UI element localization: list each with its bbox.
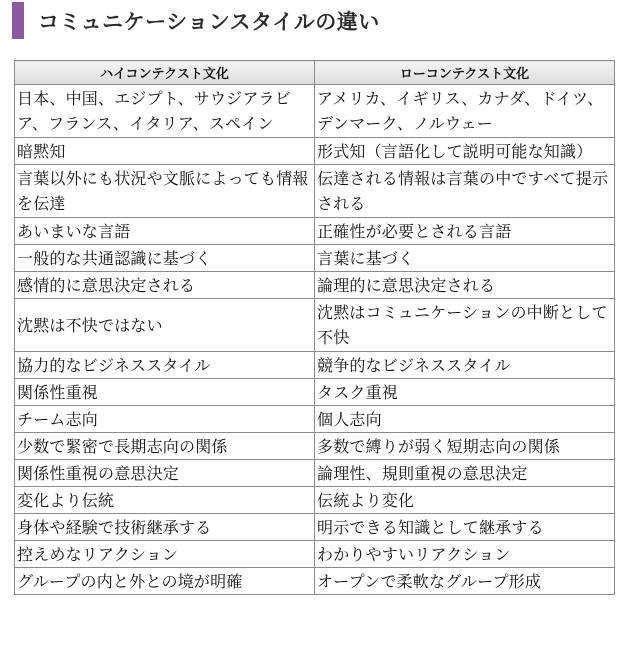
heading-title: コミュニケーションスタイルの違い <box>38 9 380 34</box>
high-context-cell: 沈黙は不快ではない <box>15 299 315 352</box>
table-row <box>15 299 615 352</box>
table-row <box>15 272 615 299</box>
table-header-row <box>15 61 615 85</box>
low-context-cell: タスク重視 <box>315 379 615 406</box>
table-row <box>15 165 615 218</box>
high-context-cell: 協力的なビジネススタイル <box>15 352 315 379</box>
low-context-cell: 沈黙はコミュニケーションの中断として不快 <box>315 299 615 352</box>
table-row <box>15 487 615 514</box>
table-row <box>15 433 615 460</box>
high-context-cell: 暗黙知 <box>15 138 315 165</box>
low-context-cell: 論理性、規則重視の意思決定 <box>315 460 615 487</box>
table-row <box>15 460 615 487</box>
low-context-cell: 伝達される情報は言葉の中ですべて提示される <box>315 165 615 218</box>
table-row <box>15 245 615 272</box>
high-context-cell: 控えめなリアクション <box>15 541 315 568</box>
high-context-cell: 変化より伝統 <box>15 487 315 514</box>
comparison-table <box>14 60 615 595</box>
low-context-cell: わかりやすいリアクション <box>315 541 615 568</box>
table-row <box>15 379 615 406</box>
high-context-cell: 身体や経験で技術継承する <box>15 514 315 541</box>
table-row <box>15 568 615 595</box>
low-context-cell: 正確性が必要とされる言語 <box>315 218 615 245</box>
high-context-cell: 関係性重視 <box>15 379 315 406</box>
high-context-cell: 感情的に意思決定される <box>15 272 315 299</box>
table-row <box>15 218 615 245</box>
low-context-cell: アメリカ、イギリス、カナダ、ドイツ、デンマーク、ノルウェー <box>315 85 615 138</box>
low-context-cell: 競争的なビジネススタイル <box>315 352 615 379</box>
high-context-cell: 関係性重視の意思決定 <box>15 460 315 487</box>
low-context-cell: 伝統より変化 <box>315 487 615 514</box>
low-context-cell: 個人志向 <box>315 406 615 433</box>
low-context-cell: 言葉に基づく <box>315 245 615 272</box>
table-row <box>15 352 615 379</box>
high-context-cell: あいまいな言語 <box>15 218 315 245</box>
high-context-cell: 一般的な共通認識に基づく <box>15 245 315 272</box>
low-context-cell: 明示できる知識として継承する <box>315 514 615 541</box>
high-context-cell: 言葉以外にも状況や文脈によっても情報を伝達 <box>15 165 315 218</box>
table-row <box>15 138 615 165</box>
high-context-cell: 少数で緊密で長期志向の関係 <box>15 433 315 460</box>
high-context-cell: 日本、中国、エジプト、サウジアラビア、フランス、イタリア、スペイン <box>15 85 315 138</box>
low-context-cell: 論理的に意思決定される <box>315 272 615 299</box>
header-low-context: ローコンテクスト文化 <box>315 61 615 85</box>
table-row <box>15 541 615 568</box>
table-row <box>15 85 615 138</box>
heading-accent-bar <box>12 2 24 39</box>
high-context-cell: チーム志向 <box>15 406 315 433</box>
table-row <box>15 406 615 433</box>
low-context-cell: 形式知（言語化して説明可能な知識） <box>315 138 615 165</box>
table-row <box>15 514 615 541</box>
section-heading <box>12 2 380 39</box>
low-context-cell: 多数で縛りが弱く短期志向の関係 <box>315 433 615 460</box>
high-context-cell: グループの内と外との境が明確 <box>15 568 315 595</box>
header-high-context: ハイコンテクスト文化 <box>15 61 315 85</box>
low-context-cell: オープンで柔軟なグループ形成 <box>315 568 615 595</box>
